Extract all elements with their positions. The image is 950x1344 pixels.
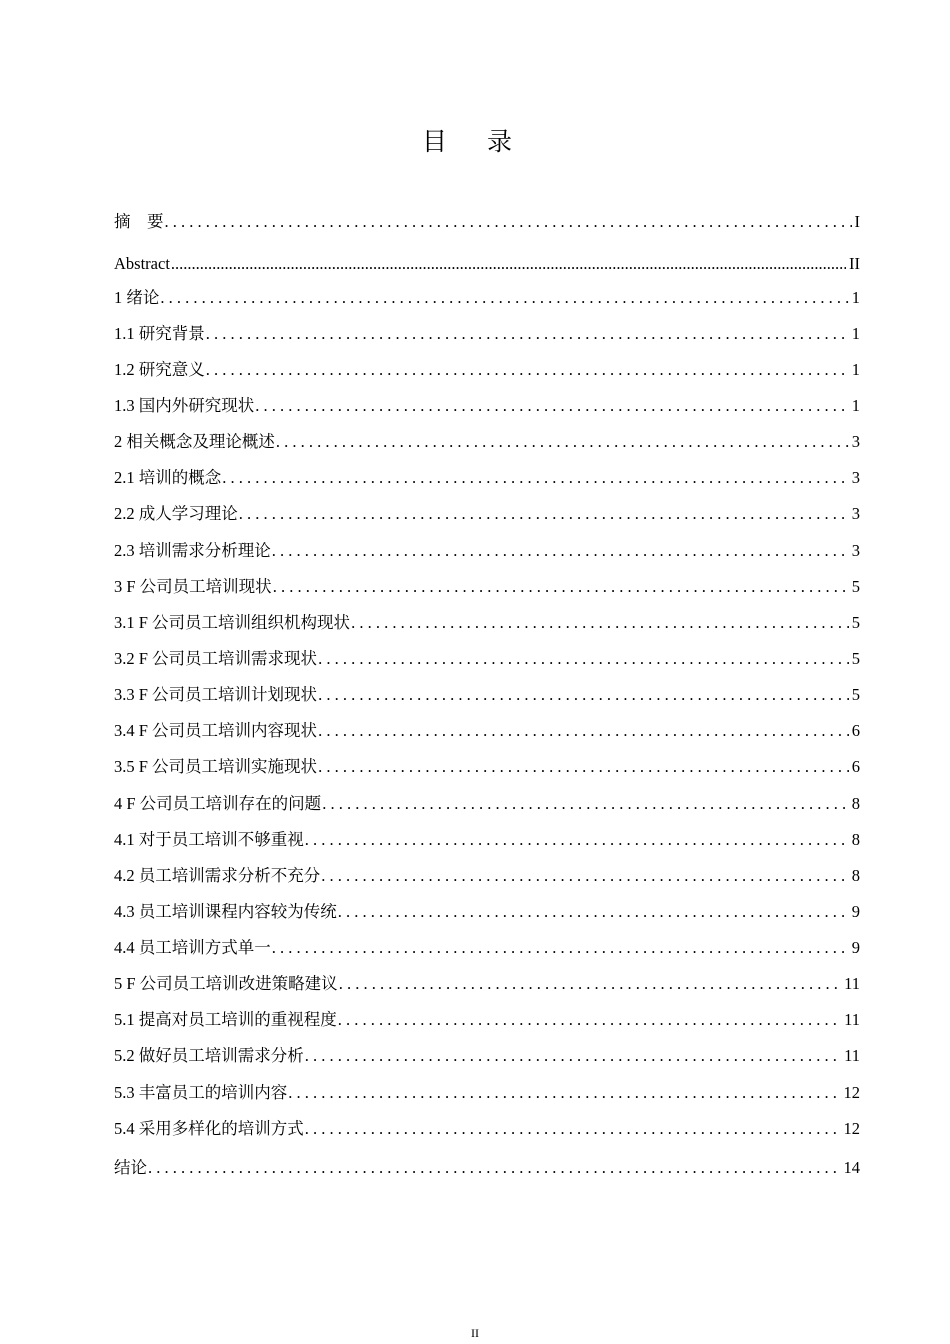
toc-entry[interactable] bbox=[114, 208, 860, 236]
page-number: II bbox=[471, 1326, 479, 1340]
toc-entry-label: 4.2 员工培训需求分析不充分 bbox=[114, 866, 321, 885]
toc-entry-label: 1 绪论 bbox=[114, 288, 160, 307]
toc-entry[interactable] bbox=[114, 970, 860, 998]
toc-entry-page: 1 bbox=[851, 288, 860, 307]
toc-entry-label: 3.2 F 公司员工培训需求现状 bbox=[114, 649, 318, 668]
toc-entry[interactable] bbox=[114, 1079, 860, 1107]
toc-entry[interactable] bbox=[114, 826, 860, 854]
toc-entry-page: 8 bbox=[851, 830, 860, 849]
toc-dot-leader bbox=[255, 392, 849, 420]
toc-dot-leader bbox=[305, 1115, 841, 1143]
toc-entry-label: 5 F 公司员工培训改进策略建议 bbox=[114, 974, 338, 993]
toc-entry-page: 3 bbox=[851, 541, 860, 560]
toc-entry[interactable] bbox=[114, 250, 860, 278]
toc-entry[interactable] bbox=[114, 717, 860, 745]
toc-entry[interactable] bbox=[114, 537, 860, 565]
toc-dot-leader bbox=[239, 500, 849, 528]
toc-dot-leader bbox=[206, 356, 849, 384]
toc-entry-page: II bbox=[849, 254, 860, 273]
page-title: 目 录 bbox=[422, 127, 528, 156]
toc-entry[interactable] bbox=[114, 428, 860, 456]
toc-entry-page: 8 bbox=[851, 794, 860, 813]
toc-entry[interactable] bbox=[114, 609, 860, 637]
toc-entry-label: 2 相关概念及理论概述 bbox=[114, 432, 275, 451]
toc-entry[interactable] bbox=[114, 1154, 860, 1182]
toc-dot-leader bbox=[288, 1079, 840, 1107]
toc-entry[interactable] bbox=[114, 392, 860, 420]
toc-entry[interactable] bbox=[114, 356, 860, 384]
toc-entry-label: 5.2 做好员工培训需求分析 bbox=[114, 1046, 304, 1065]
toc-entry-page: 11 bbox=[844, 1046, 860, 1065]
toc-entry-page: 12 bbox=[843, 1083, 860, 1102]
toc-entry-label: 结论 bbox=[114, 1158, 147, 1177]
toc-entry-page: 11 bbox=[844, 1010, 860, 1029]
toc-dot-leader bbox=[165, 208, 852, 236]
toc-entry-page: 1 bbox=[851, 360, 860, 379]
toc-entry[interactable] bbox=[114, 1042, 860, 1070]
toc-entry[interactable] bbox=[114, 862, 860, 890]
toc-entry-label: 3.5 F 公司员工培训实施现状 bbox=[114, 757, 318, 776]
toc-dot-leader bbox=[322, 790, 849, 818]
toc-entry-label: 1.3 国内外研究现状 bbox=[114, 396, 255, 415]
toc-dot-leader bbox=[148, 1154, 841, 1182]
toc-entry[interactable] bbox=[114, 645, 860, 673]
toc-entry-page: 9 bbox=[851, 902, 860, 921]
toc-entry-page: 9 bbox=[851, 938, 860, 957]
toc-entry-label: 2.3 培训需求分析理论 bbox=[114, 541, 271, 560]
toc-dot-leader bbox=[273, 573, 849, 601]
toc-entry-page: 11 bbox=[844, 974, 860, 993]
toc-entry-label: 2.1 培训的概念 bbox=[114, 468, 222, 487]
toc-entry-page: 14 bbox=[843, 1158, 860, 1177]
toc-entry[interactable] bbox=[114, 681, 860, 709]
toc-entry[interactable] bbox=[114, 898, 860, 926]
toc-entry-label: 3.3 F 公司员工培训计划现状 bbox=[114, 685, 318, 704]
toc-dot-leader bbox=[222, 464, 849, 492]
toc-entry-label: 5.3 丰富员工的培训内容 bbox=[114, 1083, 288, 1102]
toc-entry[interactable] bbox=[114, 500, 860, 528]
toc-entry-label: 4 F 公司员工培训存在的问题 bbox=[114, 794, 322, 813]
toc-entry-label: 3 F 公司员工培训现状 bbox=[114, 577, 272, 596]
toc-dot-leader bbox=[321, 862, 849, 890]
toc-dot-leader bbox=[160, 284, 848, 312]
toc-dot-leader bbox=[305, 826, 849, 854]
toc-dot-leader bbox=[318, 681, 849, 709]
toc-entry-label: 摘 要 bbox=[114, 212, 164, 231]
toc-entry-label: 5.1 提高对员工培训的重视程度 bbox=[114, 1010, 337, 1029]
toc-dot-leader bbox=[318, 717, 849, 745]
toc-entry-label: Abstract bbox=[114, 254, 170, 273]
toc-entry-page: I bbox=[854, 212, 860, 231]
toc-entry-label: 1.1 研究背景 bbox=[114, 324, 205, 343]
toc-entry[interactable] bbox=[114, 1115, 860, 1143]
toc-dot-leader bbox=[206, 320, 849, 348]
toc-entry-label: 4.4 员工培训方式单一 bbox=[114, 938, 271, 957]
toc-entry-label: 5.4 采用多样化的培训方式 bbox=[114, 1119, 304, 1138]
toc-entry[interactable] bbox=[114, 320, 860, 348]
toc-dot-leader bbox=[351, 609, 849, 637]
toc-dot-leader bbox=[318, 753, 849, 781]
toc-dot-leader bbox=[318, 645, 849, 673]
toc-entry-label: 4.1 对于员工培训不够重视 bbox=[114, 830, 304, 849]
toc-dot-leader bbox=[338, 898, 849, 926]
toc-entry-page: 5 bbox=[851, 685, 860, 704]
toc-entry-page: 6 bbox=[851, 757, 860, 776]
toc-entry-label: 3.4 F 公司员工培训内容现状 bbox=[114, 721, 318, 740]
toc-entry[interactable] bbox=[114, 284, 860, 312]
toc-entry-page: 1 bbox=[851, 396, 860, 415]
toc-entry-page: 1 bbox=[851, 324, 860, 343]
toc-entry-page: 3 bbox=[851, 432, 860, 451]
toc-entry-page: 5 bbox=[851, 613, 860, 632]
toc-dot-leader bbox=[338, 1006, 841, 1034]
toc-entry-page: 5 bbox=[851, 577, 860, 596]
toc-entry[interactable] bbox=[114, 790, 860, 818]
toc-entry-label: 2.2 成人学习理论 bbox=[114, 504, 238, 523]
toc-entry-page: 6 bbox=[851, 721, 860, 740]
toc-entry[interactable] bbox=[114, 1006, 860, 1034]
toc-dot-leader bbox=[272, 537, 849, 565]
toc-dot-leader bbox=[272, 934, 849, 962]
toc-entry-page: 12 bbox=[843, 1119, 860, 1138]
toc-entry-label: 3.1 F 公司员工培训组织机构现状 bbox=[114, 613, 351, 632]
toc-entry[interactable] bbox=[114, 573, 860, 601]
toc-dot-leader bbox=[339, 970, 841, 998]
toc-dot-leader bbox=[305, 1042, 841, 1070]
toc-entry[interactable] bbox=[114, 934, 860, 962]
toc-entry[interactable] bbox=[114, 464, 860, 492]
toc-entry-page: 5 bbox=[851, 649, 860, 668]
toc-entry[interactable] bbox=[114, 753, 860, 781]
toc-entry-label: 1.2 研究意义 bbox=[114, 360, 205, 379]
toc-dot-leader bbox=[276, 428, 849, 456]
toc-entry-label: 4.3 员工培训课程内容较为传统 bbox=[114, 902, 337, 921]
toc-dot-leader bbox=[171, 250, 846, 278]
toc-entry-page: 3 bbox=[851, 468, 860, 487]
toc-entry-page: 3 bbox=[851, 504, 860, 523]
toc-entry-page: 8 bbox=[851, 866, 860, 885]
